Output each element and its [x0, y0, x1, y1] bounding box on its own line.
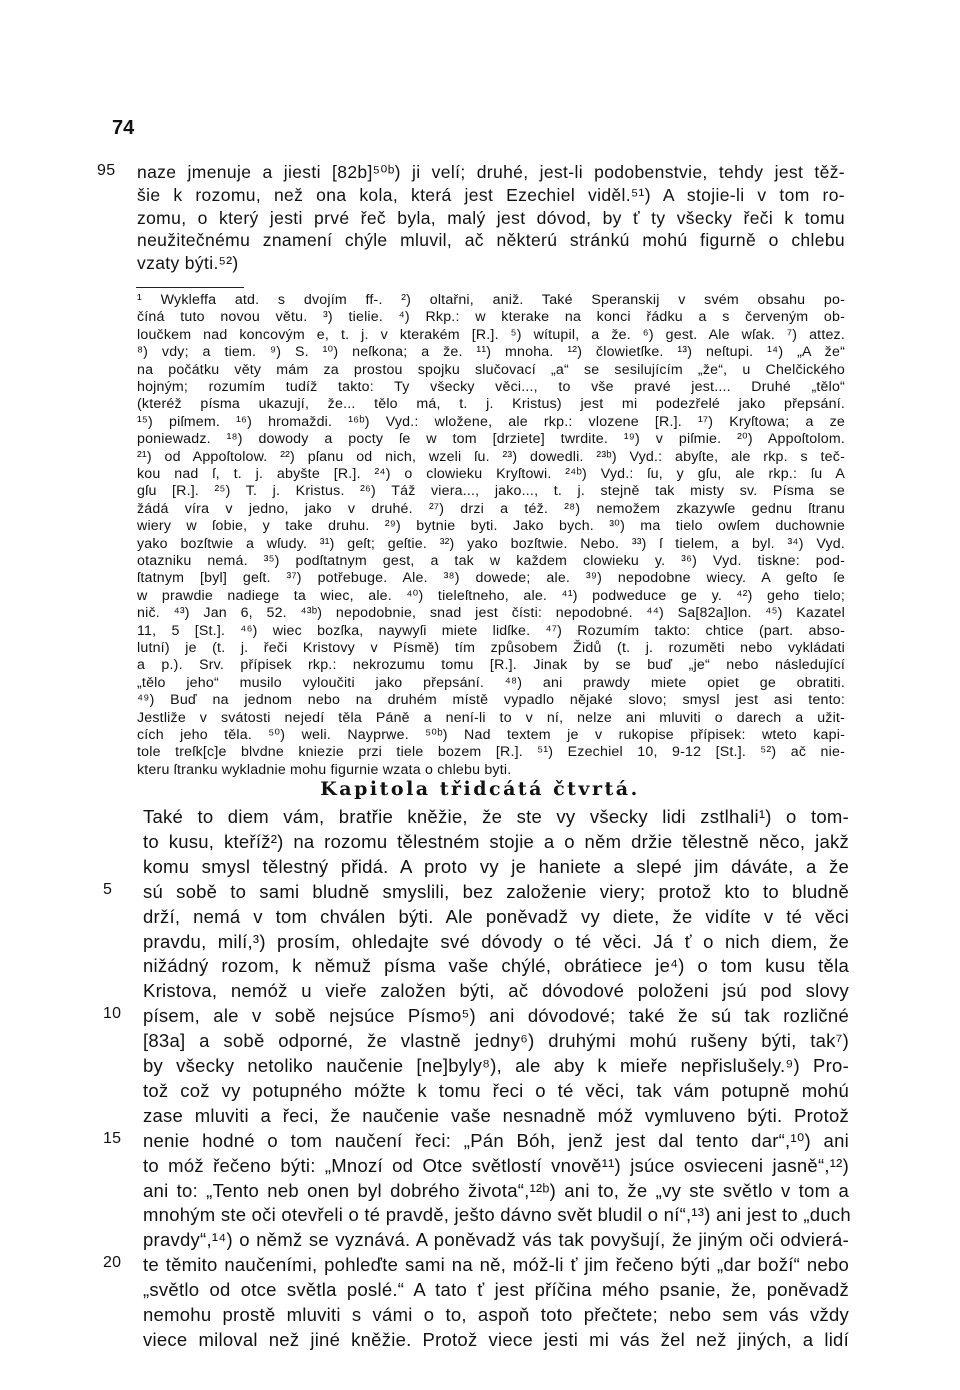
text-line: nenie hodné o tom naučení řeci: „Pán Bóh, jenž jest dal tento dar“,¹⁰) ani 15	[103, 1129, 849, 1151]
text-line: by všecky netoliko naučenie [ne]byly⁸), ale aby k mieře nepřislušely.⁹) Pro-	[143, 1055, 849, 1076]
footnote-line: wiery w ſobie, y take druhu. ²⁹) bytnie byti. Jako bych. ³⁰) ma tielo owſem duchownie	[137, 518, 845, 535]
text-line: vzaty býti.⁵²)	[137, 253, 239, 274]
text-line: naze jmenuje a jiesti [82b]⁵⁰ᵇ) ji velí; druhé, jest-li podobenstvie, tehdy jest těž- 95	[97, 162, 845, 182]
footnote-line: hojným; rozumím tudíž takto: Ty všecky věci..., to vše pravé jest.... Druhé „tělo“	[137, 379, 845, 395]
footnote-line: (kteréž písma ukazují, že... tělo má, t. j. Kristus) jest mi podezřelé jako přepsání.	[137, 396, 845, 413]
footnote-line: ⁴⁹) Buď na jednom nebo na druhém místě vypadlo nějaké slovo; smysl jest asi tento:	[137, 692, 845, 709]
text-line: zase mluviti a řeci, že naučenie vaše nesnadně móž vymluveno býti. Protož	[143, 1104, 849, 1126]
footnote-line: žádá víra v jedno, jako v druhé. ²⁷) drzi a též. ²⁸) nemožem zkazywſe gednu ſtranu	[137, 500, 845, 517]
text-line: mnohým ste oči otevřeli o té pravdě, ješto dávno svět bludil o ní“,¹³) ani jest to „duch	[143, 1204, 851, 1226]
footnote-rule	[136, 287, 244, 288]
footnote-line: poniewadz. ¹⁸) dowody a pocty ſe w tom [drziete] twrdite. ¹⁹) v piſmie. ²⁰) Appoſtolom.	[137, 431, 845, 448]
text-line: komu smysl tělestný přidá. A proto vy je haniete a slepé jim dáváte, a že	[143, 855, 849, 877]
footnote-line: ¹⁵) piſmem. ¹⁶) hromaždi. ¹⁶ᵇ) Vyd.: wložene, ale rkp.: vlozene [R.]. ¹⁷) Kryſtowa; a ze	[137, 413, 845, 430]
text-line: ani to: „Tento neb onen byl dobrého života“,¹²ᵇ) ani to, že „vy ste světlo v tom a	[143, 1179, 849, 1201]
text-line: [83a] a sobě odporné, že vlastně jedny⁶) druhými mohú rušeny býti, tak⁷)	[143, 1030, 849, 1052]
footnote-line: kou nad ſ, t. j. abyšte [R.]. ²⁴) o clowieku Kryſtowi. ²⁴ᵇ) Vyd.: ſu, y gſu, ale rkp.: ſu A	[137, 466, 845, 482]
text-line: to móž řečeno býti: „Mnozí od Otce světlostí vnově¹¹) jsúce osvieceni jasně“,¹²)	[143, 1154, 849, 1176]
chapter-title: Kapitola třidcátá čtvrtá.	[320, 778, 640, 800]
footnote-line: tole treſk[c]e blvdne kniezie przi tiele bozem [R.]. ⁵¹) Ezechiel 10, 9-12 [St.]. ⁵²) ač nie-	[137, 744, 845, 761]
footnote-line: na počátku věty mám za prostou spojku slučovací „a“ se sesilujícím „že“, u Chelčického	[137, 361, 845, 378]
footnote-line: Jestliže v svátosti nejedí těla Páně a není-li to v ní, nelze ani mluviti o darech a užit-	[137, 709, 845, 726]
footnote-line: ⁸) vdy; a tiem. ⁹) S. ¹⁰) neſkona; a že. ¹¹) mnoha. ¹²) člowietſke. ¹³) neſtupi. ¹⁴) „A že“	[137, 344, 845, 361]
text-line: to kusu, kteříž²) na rozomu tělestném stojie a o něm držie tělestně něco, jakž	[143, 830, 849, 852]
footnote-line: lutní) je (t. j. řeči Kristovy v Písmě) tím způsobem Židů (t. j. rozuměti nebo vykládati	[137, 640, 845, 656]
footnote-line: ¹ Wykleffa atd. s dvojím ff-. ²) oltařni, aniž. Také Speranskij v svém obsahu po-	[137, 292, 845, 308]
footnote-line: gſu [R.]. ²⁵) T. j. Kristus. ²⁶) Táž viera..., jako..., t. j. stejně tak misty sv. Písma se	[137, 483, 845, 500]
page-number: 74	[112, 117, 135, 139]
footnote-line: yako bozſtwie a wſudy. ³¹) geſt; geſtie. ³²) yako bozſtwie. Nebo. ³³) ſ tielem, a byl. ³⁴) Vyd.	[137, 535, 845, 552]
footnote-line: a p.). Srv. přípisek rkp.: nekrozumu tomu [R.]. Jinak by se buď „je“ nebo následující	[137, 657, 845, 674]
text-line: Také to diem vám, bratřie kněžie, že ste vy všecky lidi zstlhali¹) o tom-	[143, 806, 849, 827]
text-line: pravdu, milí,³) prosím, ohledajte své dóvody o té věci. Já ť o nich diem, že	[143, 930, 849, 952]
text-line: pravdy“,¹⁴) o němž se vyznává. A poněvadž vás tak povyšují, že jiným oči odvierá-	[143, 1229, 849, 1251]
footnote-line: ²¹) od Appoſtolow. ²²) pſanu od nich, wzeli ſu. ²³) dowedli. ²³ᵇ) Vyd.: abyſte, ale rkp. s teč-	[137, 448, 845, 465]
footnote-line: w prawdie nadiege ta wiec, ale. ⁴⁰) tieleſtneho, ale. ⁴¹) podweduce ge y. ⁴²) geho tielo;	[137, 587, 845, 604]
footnote-line: cích jeho těla. ⁵⁰) weli. Nayprwe. ⁵⁰ᵇ) Nad textem je v rukopise přípisek: wteto kapi-	[137, 727, 845, 743]
line-number: 20	[103, 1254, 122, 1272]
footnote-line: ſtatnym [byl] geſt. ³⁷) potřebuge. Ale. ³⁸) dowede; ale. ³⁹) nepodobne wiecy. A geſto ſe	[137, 570, 845, 587]
text-line: sú sobě to sami bludně smyslili, bez založenie viery; protož kto to bludně 5	[103, 880, 849, 902]
text-line: Kristova, nemóž u vieře založen býti, ač dóvodové položeni jsú pod slovy	[143, 980, 849, 1002]
footnote-line: „tělo jeho“ musilo vyloučiti jako přepsání. ⁴⁸) ani prawdy miete opiet ge obratiti.	[137, 674, 845, 691]
text-line: viece miloval než jiné kněžie. Protož viece jesti mi vás žel než jiných, a lidí	[143, 1328, 849, 1350]
footnote-line: loučkem nad koncovým e, t. j. v kterakém [R.]. ⁵) wítupil, a že. ⁶) gest. Ale wſak. ⁷) attez.	[137, 326, 845, 343]
footnote-line: otazniku nemá. ³⁵) podſtatnym gest, a tak w každem clowieku y. ³⁶) Vyd. tiskne: pod-	[137, 553, 845, 569]
text-line: neužitečnému znamení chýle mluvil, ač některú stránkú mohú figurně o chlebu	[137, 230, 845, 251]
text-line: zomu, o který jesti prvé řeč byla, malý jest dóvod, by ť ty všecky řeči k tomu	[137, 207, 845, 228]
text-line: šie k rozomu, než ona kola, která jest Ezechiel viděl.⁵¹) A stojie-li v tom ro-	[137, 184, 845, 205]
line-number: 15	[103, 1129, 122, 1147]
text-line: písem, ale v sobě nejsúce Písmo⁵) ani dóvodové; také že sú tak rozličné 10	[103, 1005, 849, 1027]
text-line: te těmito naučeními, pohleďte sami na ně, móž-li ť jim řečeno býti „dar boží“ nebo 20	[103, 1254, 849, 1276]
text-line: tož což vy potupného móžte k tomu řeci o té věci, tak vám potupně mohú	[143, 1079, 849, 1101]
text-line: nemohu prostě mluviti s vámi o to, aspoň toto přečtete; nebo sem vás vždy	[143, 1304, 849, 1325]
footnote-line: 11, 5 [St.]. ⁴⁶) wiec bozſka, naywyſi miete lidſke. ⁴⁷) Rozumím takto: chtice (part. abso-	[137, 622, 845, 639]
line-number: 5	[103, 880, 113, 898]
footnote-line: kteru ſtranku wykladnie mohu figurnie wzata o chlebu byti.	[137, 761, 512, 778]
footnote-line: nič. ⁴³) Jan 6, 52. ⁴³ᵇ) nepodobnie, snad jest čísti: nepodobné. ⁴⁴) Sa[82a]lon. ⁴⁵) Kazatel	[137, 605, 845, 622]
text-line: nižádný rozom, k němuž písma vaše chýlé, obrátiece je⁴) o tom kusu těla	[143, 955, 849, 977]
footnote-line: číná tuto novou větu. ³) tielie. ⁴) Rkp.: w kterake na konci řádku a s červeným ob-	[137, 309, 845, 326]
text-line: drží, nemá v tom chválen býti. Ale poněvadž vy diete, že vidíte v té věci	[143, 905, 849, 927]
text-line: „světlo od otce světla poslé.“ A tato ť jest příčina mého psanie, že, poněvadž	[143, 1279, 849, 1301]
line-number: 10	[103, 1005, 122, 1023]
line-number: 95	[97, 162, 116, 179]
